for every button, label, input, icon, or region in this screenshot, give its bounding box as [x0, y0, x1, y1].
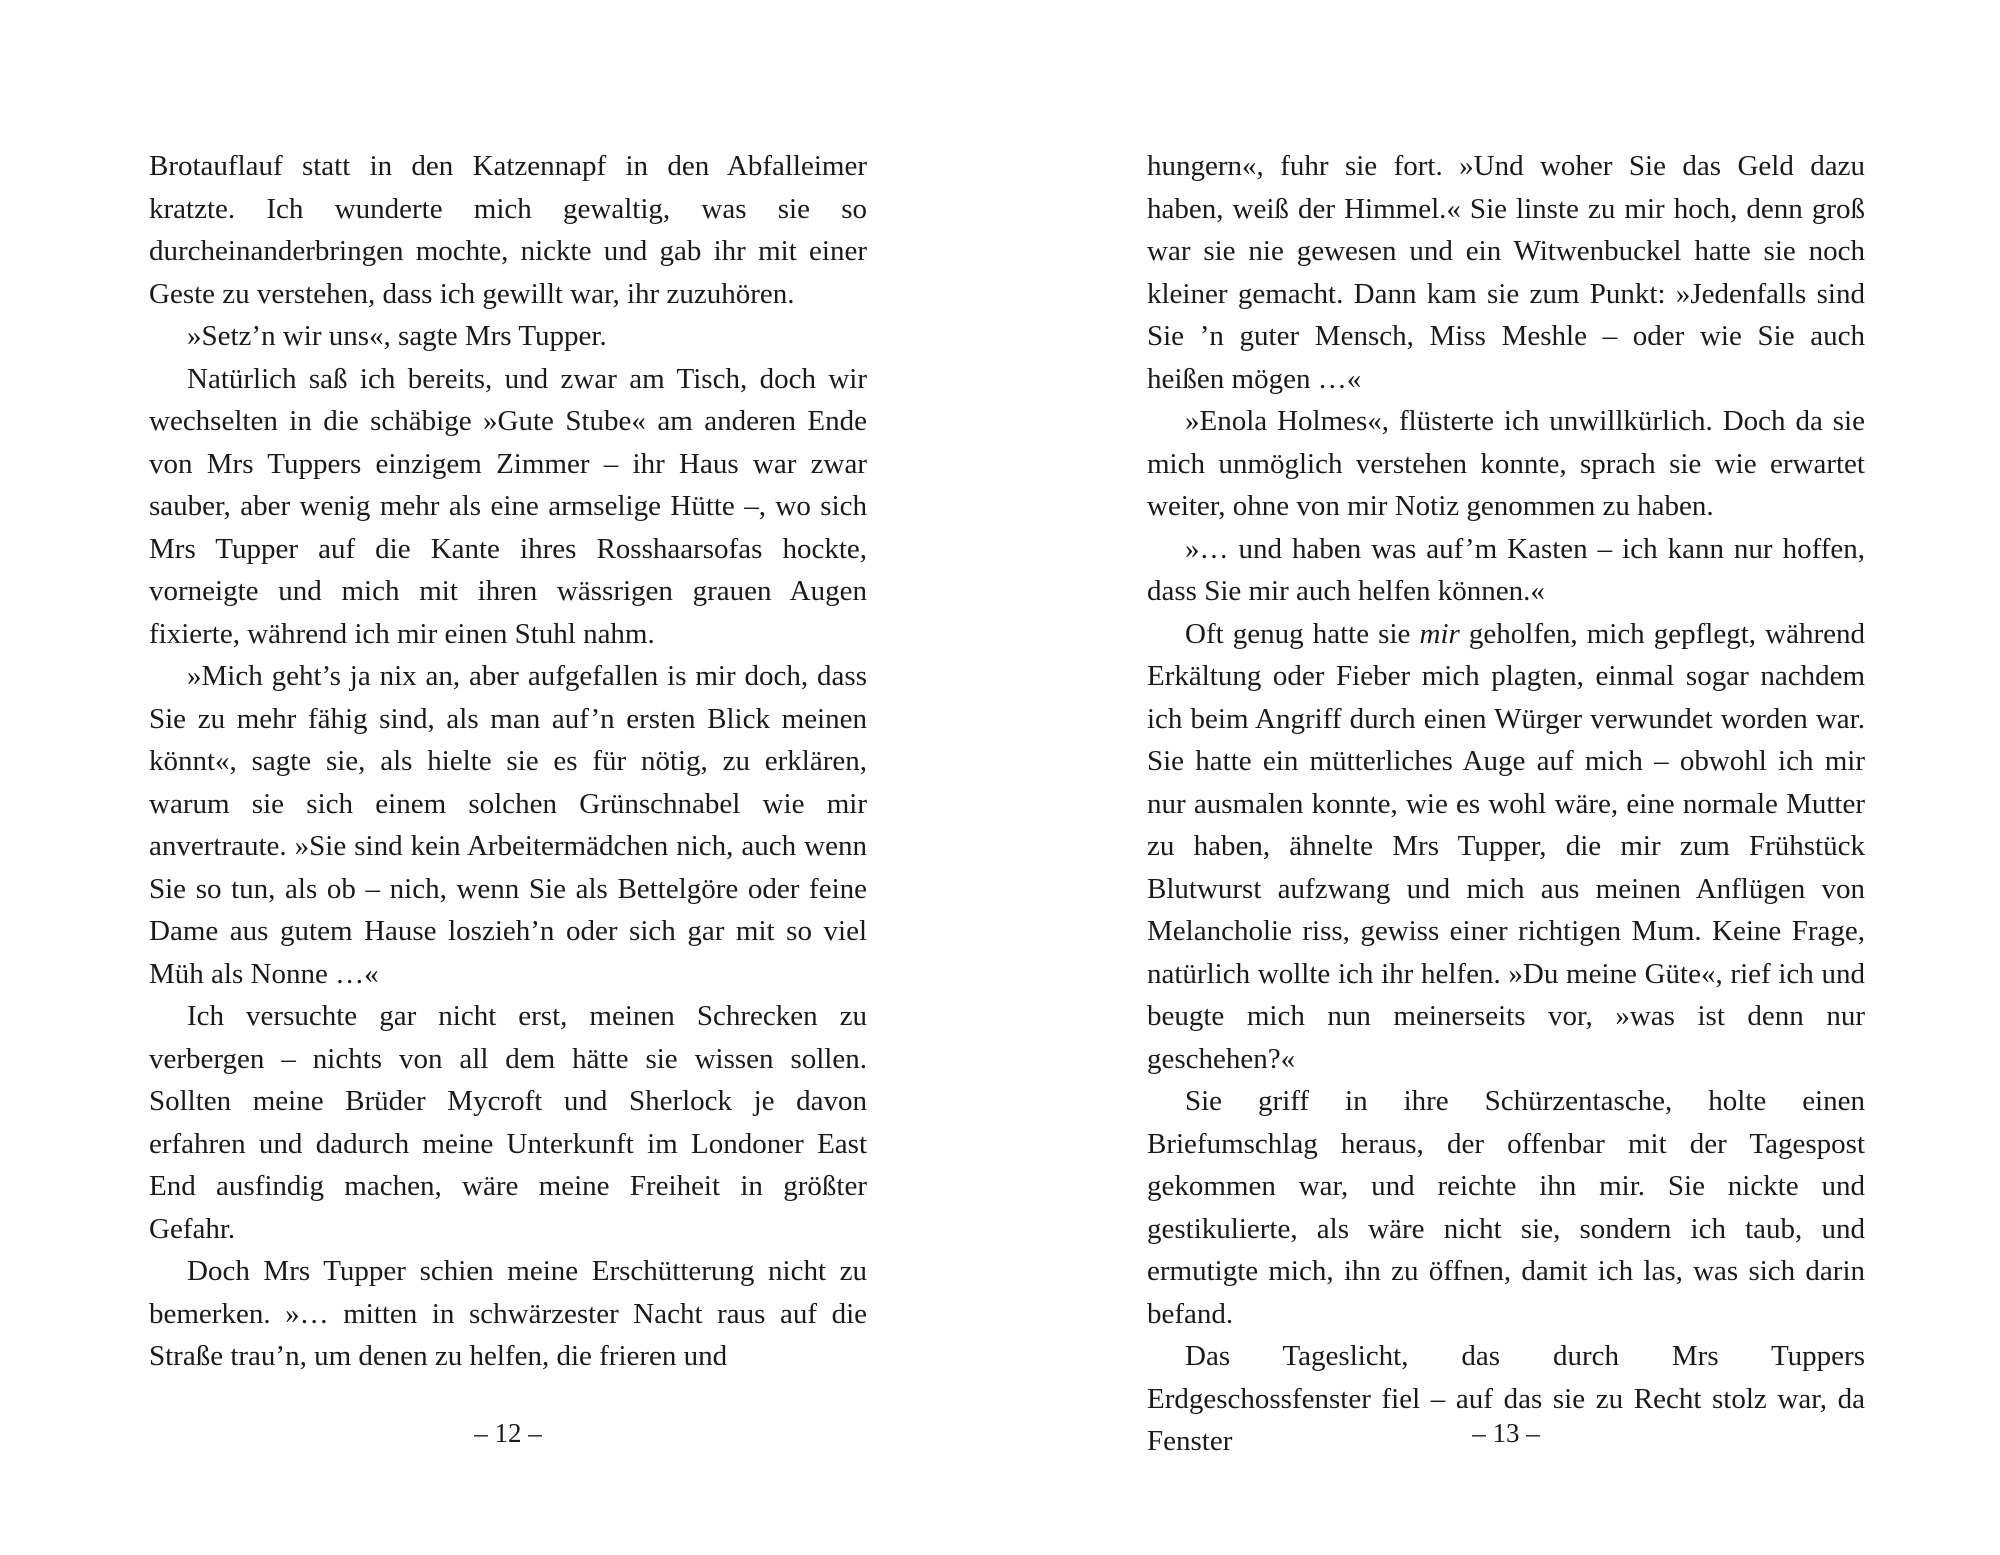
left-page	[149, 145, 867, 1378]
emphasis: mir	[1419, 617, 1460, 650]
paragraph: »Enola Holmes«, flüsterte ich unwillkürlich. Doch da sie mich unmöglich verstehen konnte, sprach sie wie erwartet weiter, ohne von mir Notiz genommen zu haben.	[1147, 405, 1865, 522]
left-page-text	[149, 145, 867, 1378]
paragraph: Ich versuchte gar nicht erst, meinen Schrecken zu verbergen – nichts von all dem hätte sie wissen sollen. Sollten meine Brüder Mycroft und Sherlock je davon erfahren und dadurch meine Unterkunft im Londoner East End ausfindig machen, wäre meine Freiheit in größter Gefahr.	[149, 1000, 867, 1245]
paragraph: »… und haben was auf’m Kasten – ich kann nur hoffen, dass Sie mir auch helfen können.«	[1147, 532, 1865, 607]
paragraph: hungern«, fuhr sie fort. »Und woher Sie das Geld dazu haben, weiß der Himmel.« Sie linste zu mir hoch, denn groß war sie nie gewesen und ein Witwenbuckel hatte sie noch kleiner gemacht. Dann kam sie zum Punkt: »Jedenfalls sind Sie ’n guter Mensch, Miss Meshle – oder wie Sie auch heißen mögen …«	[1147, 150, 1865, 395]
right-page	[1147, 145, 1865, 1463]
paragraph: Das Tageslicht, das durch Mrs Tuppers Erdgeschossfenster fiel – auf das sie zu Recht stolz war, da Fenster	[1147, 1340, 1865, 1457]
paragraph-part: geholfen, mich gepflegt, während Erkältung oder Fieber mich plagten, einmal sogar nachdem ich beim Angriff durch einen Würger verwundet worden war. Sie hatte ein mütterliches Auge auf mich – obwohl ich mir nur ausmalen konnte, wie es wohl wäre, eine normale Mutter zu haben, ähnelte Mrs Tupper, die mir zum Frühstück Blutwurst aufzwang und mich aus meinen Anflügen von Melancholie riss, gewiss einer richtigen Mum. Keine Frage, natürlich wollte ich ihr helfen. »Du meine Güte«, rief ich und beugte mich nun meinerseits vor, »was ist denn nur geschehen?«	[1147, 617, 1865, 1075]
page-number-left: – 12 –	[474, 1418, 542, 1448]
paragraph: Brotauflauf statt in den Katzennapf in den Abfalleimer kratzte. Ich wunderte mich gewaltig, was sie so durcheinanderbringen mochte, nickte und gab ihr mit einer Geste zu verstehen, dass ich gewillt war, ihr zuzuhören.	[149, 150, 867, 310]
paragraph: »Setz’n wir uns«, sagte Mrs Tupper.	[187, 320, 607, 352]
right-page-text	[1147, 145, 1865, 1463]
paragraph: Sie griff in ihre Schürzentasche, holte einen Briefumschlag heraus, der offenbar mit der Tagespost gekommen war, und reichte ihn mir. Sie nickte und gestikulierte, als wäre nicht sie, sondern ich taub, und ermutigte mich, ihn zu öffnen, damit ich las, was sich darin befand.	[1147, 1085, 1865, 1330]
paragraph: Doch Mrs Tupper schien meine Erschütterung nicht zu bemerken. »… mitten in schwärzester Nacht raus auf die Straße trau’n, um denen zu helfen, die frieren und	[149, 1255, 867, 1372]
paragraph: »Mich geht’s ja nix an, aber aufgefallen is mir doch, dass Sie zu mehr fähig sind, als man auf’n ersten Blick meinen könnt«, sagte sie, als hielte sie es für nötig, zu erklären, warum sie sich einem solchen Grünschnabel wie mir anvertraute. »Sie sind kein Arbeitermädchen nich, auch wenn Sie so tun, als ob – nich, wenn Sie als Bettelgöre oder feine Dame aus gutem Hause loszieh’n oder sich gar mit so viel Müh als Nonne …«	[149, 660, 867, 990]
paragraph-part: Oft genug hatte sie	[1185, 617, 1420, 650]
paragraph-with-emphasis	[1147, 613, 1865, 1081]
paragraph: Natürlich saß ich bereits, und zwar am Tisch, doch wir wechselten in die schäbige »Gute Stube« am anderen Ende von Mrs Tuppers einzigem Zimmer – ihr Haus war zwar sauber, aber wenig mehr als eine armselige Hütte –, wo sich Mrs Tupper auf die Kante ihres Rosshaarsofas hockte, vorneigte und mich mit ihren wässrigen grauen Augen fixierte, während ich mir einen Stuhl nahm.	[149, 362, 867, 650]
page-number-right: – 13 –	[1472, 1418, 1540, 1448]
